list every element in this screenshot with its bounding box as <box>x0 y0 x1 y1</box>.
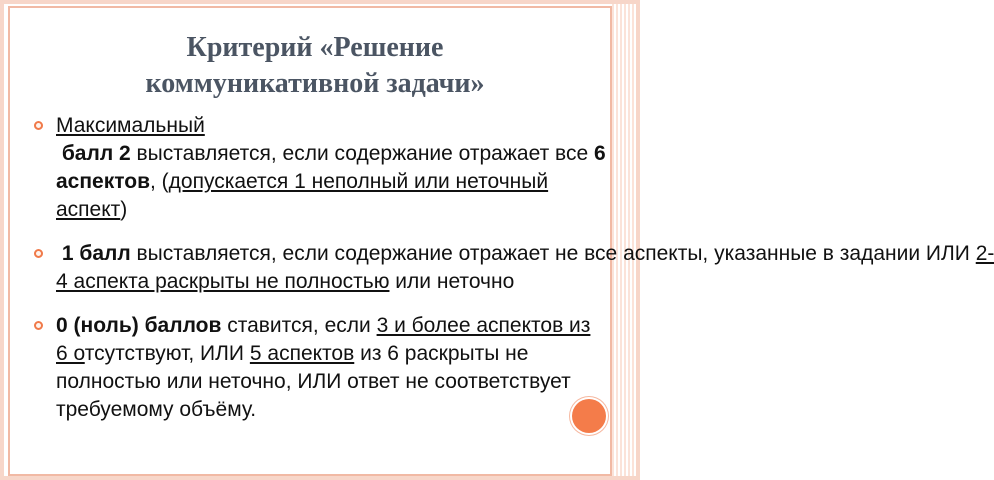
criteria-item-score-0 <box>34 312 594 424</box>
text-score-2: балл 2 <box>56 142 131 165</box>
criteria-item-score-1 <box>34 240 994 296</box>
text-condition: выставляется, если содержание отражает не все аспекты, указанные в задании ИЛИ <box>130 242 976 265</box>
bullet-icon <box>34 121 43 130</box>
text-max-label: Максимальный <box>56 114 205 137</box>
text-6-aspects: 6 аспектов <box>56 142 606 193</box>
text-or-inaccurate: или неточно <box>389 270 515 293</box>
criteria-list <box>34 112 994 440</box>
text-punct-open: , ( <box>149 170 169 193</box>
slide-title <box>60 30 570 102</box>
criteria-item-max-score <box>34 112 606 224</box>
text-allowed-aspect: допускается 1 неполный или неточный аспект <box>56 170 549 221</box>
text-5-aspects: 5 аспектов <box>249 342 355 365</box>
bullet-icon <box>34 321 43 330</box>
text-condition: выставляется, если содержание отражает все <box>130 142 594 165</box>
text-aspects-range: 2-4 аспекта раскрыты не полностью <box>56 242 994 293</box>
bullet-icon <box>34 249 43 258</box>
text-score-0: 0 (ноль) баллов <box>56 314 222 337</box>
slide-title-line-2: коммуникативной задачи» <box>145 68 485 99</box>
text-condition: ставится, если <box>221 314 377 337</box>
text-missing-rest: тсутствуют, ИЛИ <box>84 342 250 365</box>
text-final-condition: из 6 раскрыты не полностью или неточно, ИЛИ ответ не соответствует требуемому объёму. <box>56 342 571 421</box>
text-punct-close: ) <box>120 198 128 221</box>
text-score-1: 1 балл <box>56 242 131 265</box>
slide-title-line-1: Критерий «Решение <box>186 32 444 63</box>
text-missing-aspects: 3 и более аспектов из 6 о <box>56 314 591 365</box>
